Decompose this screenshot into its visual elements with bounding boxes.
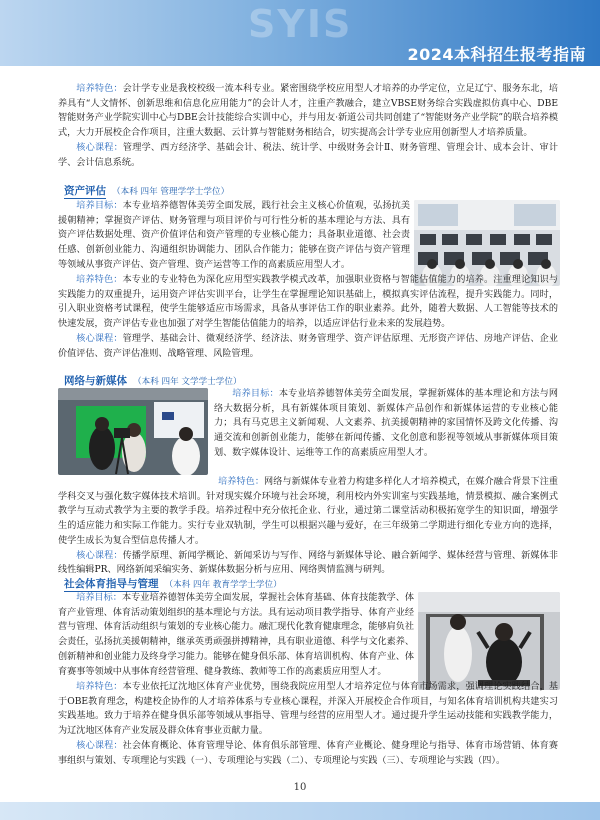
goal-label: 培养目标： — [232, 389, 279, 399]
header-watermark: SYIS — [248, 2, 353, 46]
goal-label: 培养目标： — [76, 593, 122, 603]
media-features — [58, 475, 558, 578]
features-text: 会计学专业是我校校级一流本科专业。紧密围绕学校应用型人才培养的办学定位，立足辽宁、服务东北，培养具有“人文情怀、创新思维和信息化应用能力”的会计人才，注重产教融合，建立VBSE财务综合实践虚拟仿真中心、DBE智能财务产业学院实训中心与DBE会计技能综合实训中心，并与用友·新道公司共同创建了“智能财务产业学院”的联合培养模式，大力开展校企合作项目，注重大数据、云计算与智能财务相结合，切实提高会计学专业应用创新型人才培养质量。 — [58, 84, 559, 139]
page-title: 2024本科招生报考指南 — [407, 45, 586, 64]
studio-photo — [58, 388, 208, 475]
courses-label: 核心课程： — [76, 740, 123, 751]
courses-label: 核心课程： — [76, 550, 123, 561]
features-label: 培养特色： — [76, 84, 123, 94]
features-text: 本专业的专业特色为深化应用型实践教学模式改革，加强职业资格与智能估值能力的培养。注重理论知识与实践能力的双重提升，运用资产评估实训平台，让学生在掌握理论知识基础上，模拟真实评估流程，提升实践能力。同时，引入职业资格考试课程，使学生能够适应市场需求，具备从事评估工作的职业素养。此外，随着大数据、人工智能等技术的快速发展，资产评估专业也加强了对学生智能估值能力的培养，以适应评估行业未来的发展趋势。 — [58, 275, 559, 330]
section-heading-sports — [64, 576, 282, 591]
goal-text: 本专业培养德智体美劳全面发展，掌握新媒体的基本理论和方法与网络大数据分析，具有新媒体项目策划、新媒体产品创作和新媒体运营的专业核心能力；具有马克思主义新闻观、人文素养、抗美援朝精神的家国情怀及跨文化传播、沟通交流和创新创业能力，能够在新闻传播、文化创意和影视等领域从事新媒体项目策划、数字媒体设计、运维等工作的高素质应用型人才。 — [214, 389, 559, 458]
courses-text: 社会体育概论、体育管理导论、体育俱乐部管理、体育产业概论、健身理论与指导、体育市场营销、体育赛事组织与策划、专项理论与实践（一）、专项理论与实践（二）、专项理论与实践（三）、专项理论与实践（四）。 — [58, 740, 559, 766]
footer-band — [0, 802, 600, 820]
features-label: 培养特色： — [76, 682, 123, 692]
gym-photo — [418, 592, 560, 690]
sports-features — [58, 680, 558, 768]
section-meta: （本科 四年 文学学士学位） — [133, 377, 242, 387]
courses-label: 核心课程： — [76, 142, 123, 153]
section-name: 网络与新媒体 — [64, 375, 127, 387]
features-label: 培养特色： — [76, 275, 123, 285]
asset-goal — [58, 199, 410, 273]
features-text: 网络与新媒体专业着力构建多样化人才培养模式，在媒介融合背景下注重学科交叉与强化数字媒体技术培训。针对现实媒介环境与社会环境，利用校内外实训室与实践基地，情景模拟、融合案例式教学与互动式教学为主要的教学手段。培养过程中充分依托企业、行业，通过第二课堂活动积极拓宽学生的知识面，增强学生的适应能力和实际工作能力。实行专业双轨制，学生可以根据兴趣与爱好，在三年级第二学期进行细化专业方向的选择，使学生成长为复合型信息传播人才。 — [58, 477, 559, 546]
goal-text: 本专业培养德智体美劳全面发展，践行社会主义核心价值观，弘扬抗美援朝精神；掌握资产评估、财务管理与项目评价与可行性分析的基本理论与方法、具有资产评估数据处理、资产价值评估和资产管理的专业核心能力；具备职业道德、社会责任感、创新创业能力、沟通组织协调能力、团队合作能力；能够在资产评估与资产管理等领域从事资产评估、资产管理、资产运营等工作的高素质应用型人才。 — [58, 201, 411, 270]
media-goal — [214, 387, 558, 461]
asset-features — [58, 273, 558, 361]
courses-text: 管理学、基础会计、微观经济学、经济法、财务管理学、资产评估原理、无形资产评估、房地产评估、企业价值评估、资产评估准则、战略管理、风险管理。 — [58, 333, 559, 359]
section-name: 社会体育指导与管理 — [64, 578, 159, 590]
features-text: 本专业依托辽沈地区体育产业优势，围绕我院应用型人才培养定位与体育市场需求，强调理论实践结合，基于OBE教育理念，构建校企协作的人才培养体系与专业核心课程，并深入开展校企合作项目，与知名体育培训机构共建实习实践基地。致力于培养在健身俱乐部等领域从事指导、管理与经营的应用型人才。通过提升学生运动技能和实践教学能力，为辽沈地区体育产业发展及群众体育事业贡献力量。 — [58, 682, 559, 737]
sports-goal — [58, 591, 414, 679]
courses-text: 传播学原理、新闻学概论、新闻采访与写作、网络与新媒体导论、融合新闻学、媒体经营与管理、新媒体非线性编辑PR、网络新闻采编实务、新媒体数据分析与应用、网络舆情监测与研判。 — [58, 550, 559, 576]
accounting-features — [58, 82, 558, 170]
section-heading-media — [64, 373, 242, 388]
section-meta: （本科 四年 管理学学士学位） — [112, 187, 230, 197]
features-label: 培养特色： — [218, 477, 265, 487]
goal-text: 本专业培养德智体美劳全面发展，掌握社会体育基础、体育技能教学、体育产业管理、体育活动策划组织的基本理论与方法。具有运动项目教学指导、体育产业经营与管理、体育活动组织与策划的专业核心能力。融汇现代化教育健康理念，能够肩负社会责任，弘扬抗美援朝精神，继承英勇顽强拼搏精神，具有职业道德、科学与文化素养、创新精神和创业能力及终身学习能力。能够在健身俱乐部、体育培训机构、体育产业、体育赛事等领域中从事体育经营管理、健身教练、教师等工作的高素质应用型人才。 — [58, 593, 415, 677]
goal-label: 培养目标： — [76, 201, 123, 211]
section-meta: （本科 四年 教育学学士学位） — [164, 580, 282, 590]
courses-label: 核心课程： — [76, 333, 123, 344]
courses-text: 管理学、西方经济学、基础会计、税法、统计学、中级财务会计Ⅱ、财务管理、管理会计、成本会计、审计学、会计信息系统。 — [58, 142, 559, 168]
section-name: 资产评估 — [64, 185, 106, 197]
section-heading-asset — [64, 183, 229, 198]
page-number: 10 — [293, 782, 307, 793]
